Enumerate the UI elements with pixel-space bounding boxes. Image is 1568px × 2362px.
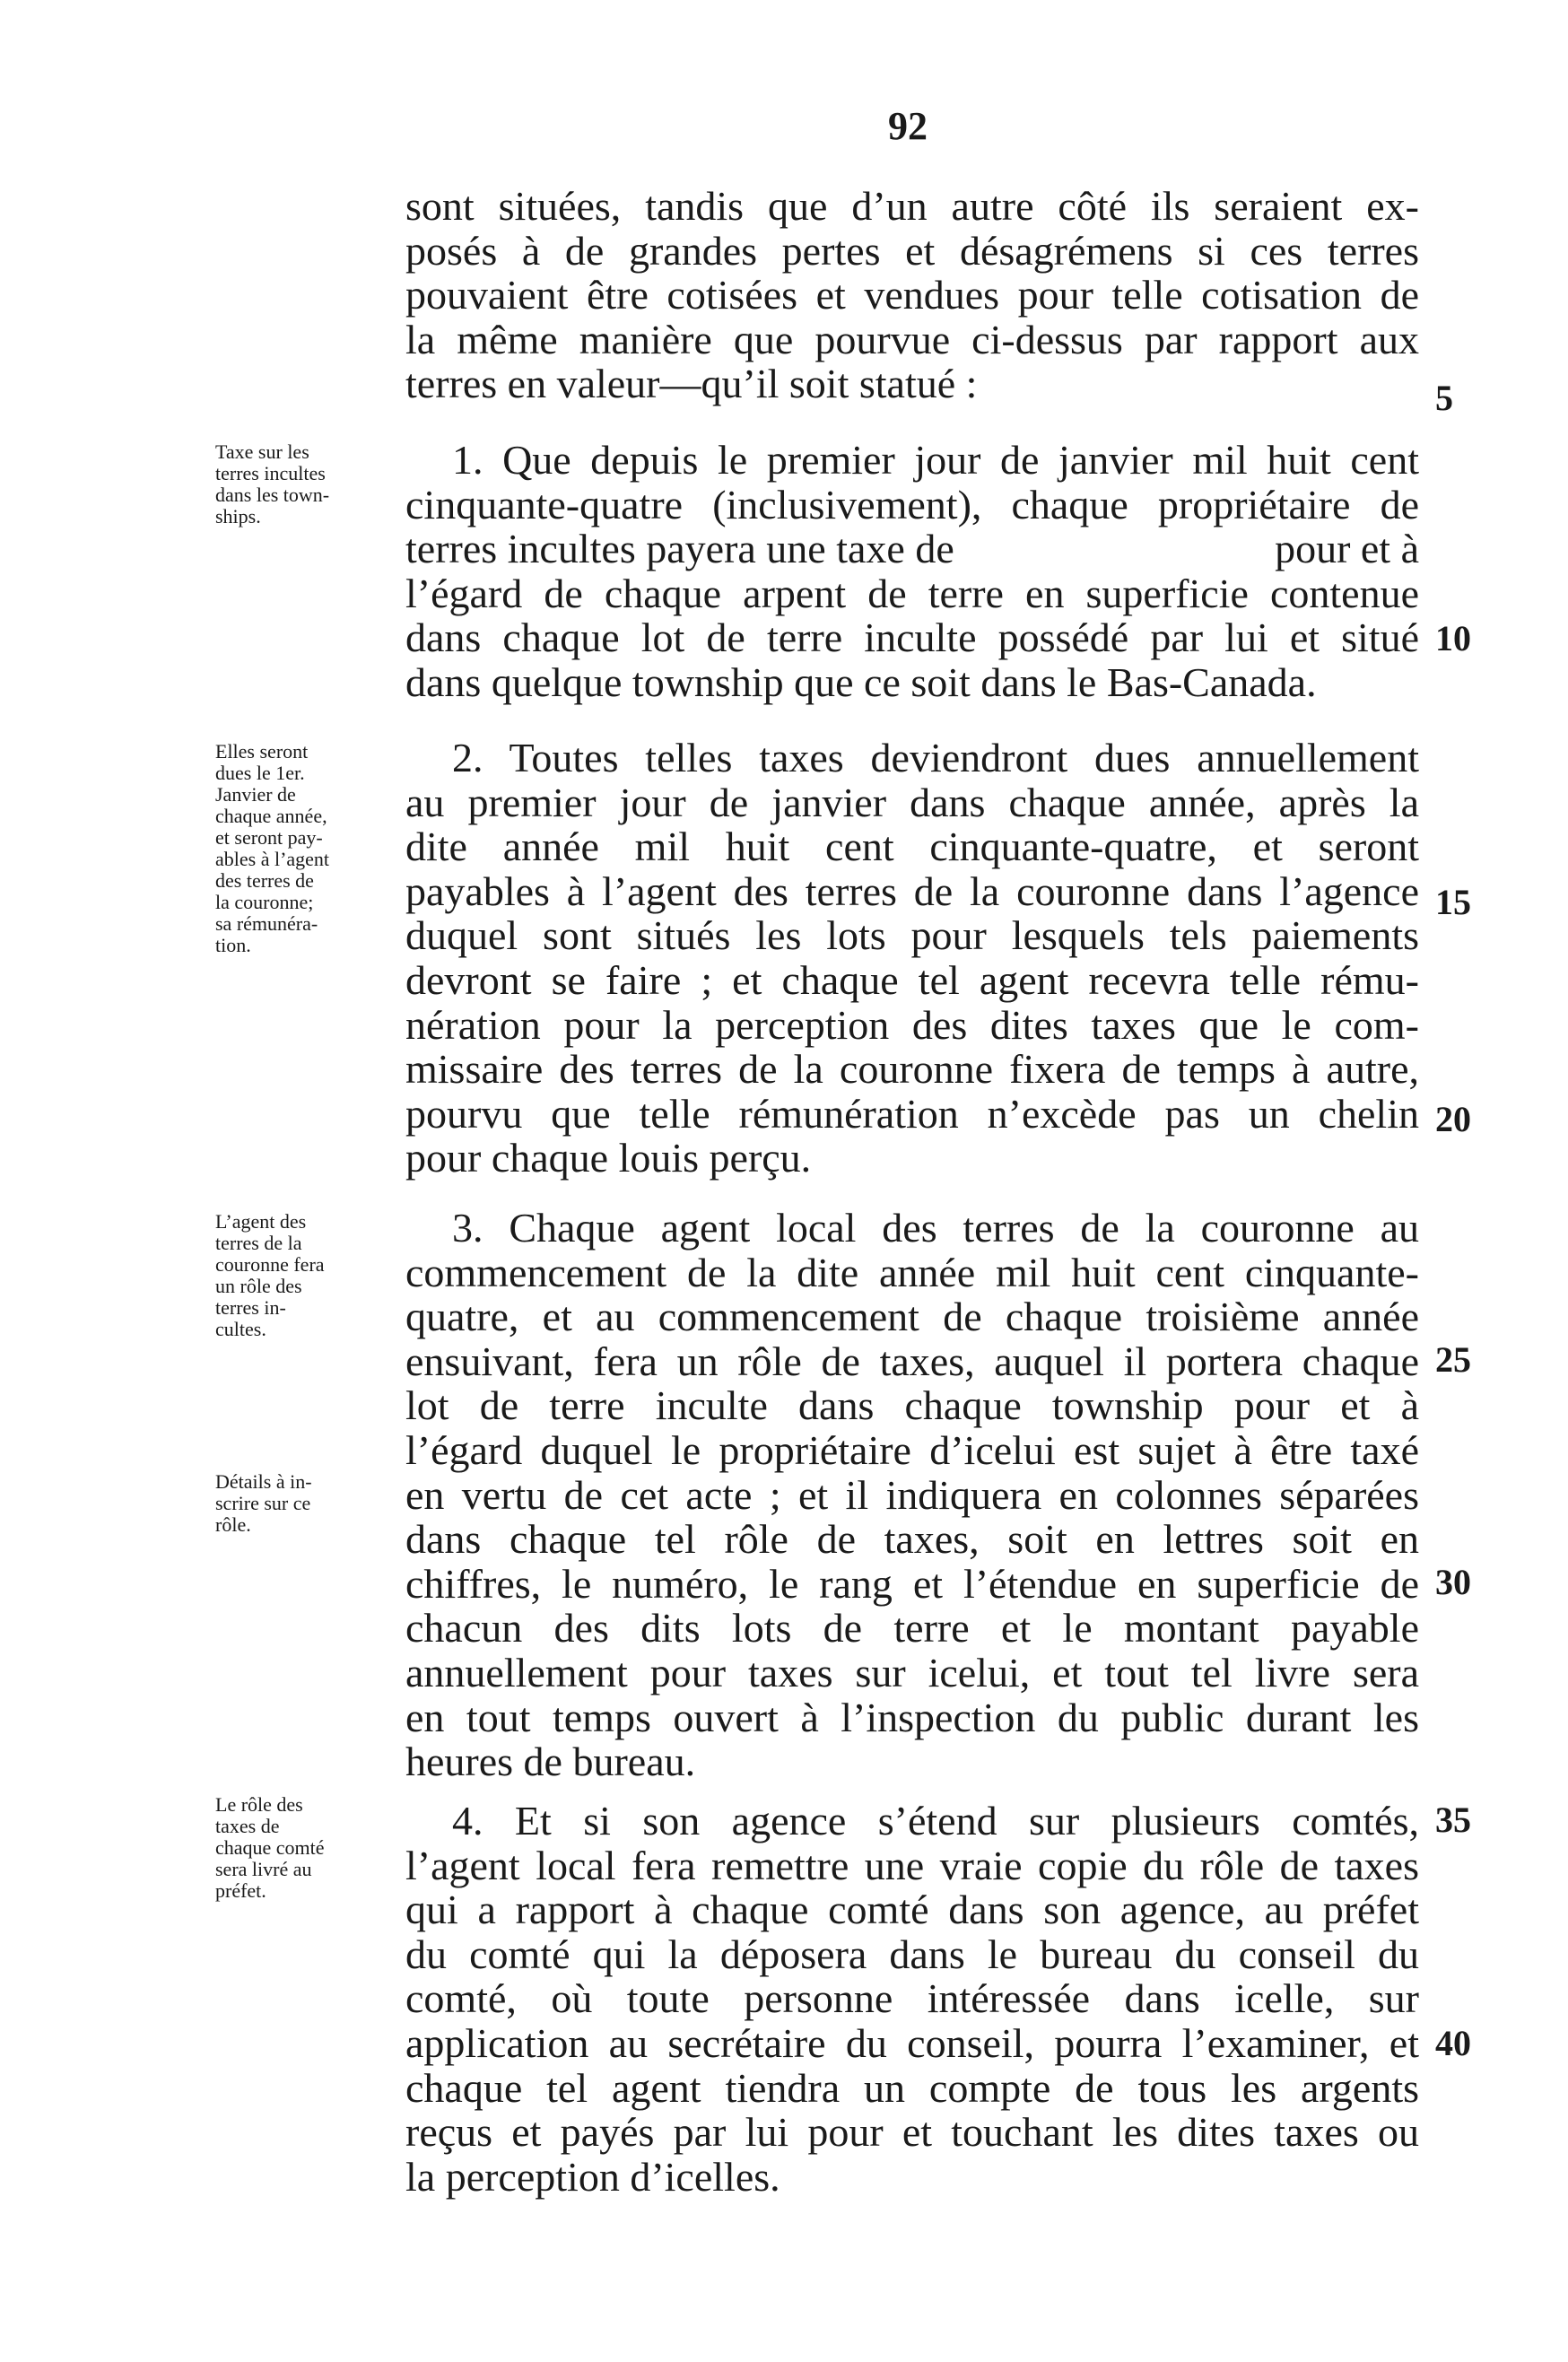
text-line: l’égard de chaque arpent de terre en superficie contenue [405,570,1419,616]
section-3-paragraph [405,1206,1419,1784]
margin-note-section-3-details: Détails à in- scrire sur ce rôle. [215,1470,312,1536]
line-number: 25 [1435,1339,1471,1380]
text-line: dans chaque tel rôle de taxes, soit en lettres soit en [405,1516,1419,1563]
line-number: 15 [1435,882,1471,922]
text-line: payables à l’agent des terres de la couronne dans l’agence [405,867,1419,914]
text-line: reçus et payés par lui pour et touchant les dites taxes ou [405,2109,1419,2156]
text-line: commencement de la dite année mil huit cent cinquante- [405,1249,1419,1295]
text-line: quatre, et au commencement de chaque troisième année [405,1294,1419,1340]
line-number: 10 [1435,618,1471,658]
margin-note-section-1: Taxe sur les terres incultes dans les town- ships. [215,440,330,527]
text-line: terres en valeur—qu’il soit statué : [405,361,978,407]
text-line: la même manière que pourvue ci-dessus par rapport aux [405,316,1419,362]
text-line: l’égard duquel le propriétaire d’icelui est sujet à être taxé [405,1426,1419,1473]
text-line: pouvaient être cotisées et vendues pour telle cotisation de [405,272,1419,318]
text-line: duquel sont situés les lots pour lesquels tels paiements [405,912,1419,959]
text-line: 4. Et si son agence s’étend sur plusieurs comtés, [452,1798,1419,1843]
text-line: posés à de grandes pertes et désagrémens si ces terres [405,227,1419,274]
text-line: dans chaque lot de terre inculte possédé par lui et situé [405,614,1419,661]
line-number: 30 [1435,1562,1471,1602]
text-line: sont situées, tandis que d’un autre côté ils seraient ex- [405,183,1419,229]
text-line: chaque tel agent tiendra un compte de tous les argents [405,2064,1419,2111]
text-line: la perception d’icelles. [405,2153,780,2200]
text-line: lot de terre inculte dans chaque township pour et à [405,1382,1419,1429]
intro-paragraph [405,184,1419,406]
text-line: 3. Chaque agent local des terres de la couronne au [452,1205,1419,1251]
text-line: annuellement pour taxes sur icelui, et tout tel livre sera [405,1649,1419,1695]
text-line: au premier jour de janvier dans chaque année, après la [405,779,1419,825]
text-line: pourvu que telle rémunération n’excède pas un chelin [405,1090,1419,1137]
section-4-paragraph [405,1799,1419,2199]
line-number: 20 [1435,1099,1471,1139]
section-1-paragraph [405,438,1419,705]
text-line: 2. Toutes telles taxes deviendront dues annuellement [452,735,1419,780]
text-line: l’agent local fera remettre une vraie copie du rôle de taxes [405,1842,1419,1888]
line-number: 40 [1435,2023,1471,2063]
text-line: devront se faire ; et chaque tel agent recevra telle rému- [405,956,1419,1003]
text-line: en vertu de cet acte ; et il indiquera en colonnes séparées [405,1471,1419,1518]
text-line: application au secrétaire du conseil, pourra l’examiner, et [405,2019,1419,2066]
text-line: qui a rapport à chaque comté dans son agence, au préfet [405,1887,1419,1933]
text-line: chacun des dits lots de terre et le montant payable [405,1605,1419,1652]
text-line: dite année mil huit cent cinquante-quatre, et seront [405,824,1419,870]
margin-note-section-2: Elles seront dues le 1er. Janvier de chaque année, et seront pay- ables à l’agent des terres de la couronne; sa rémunéra- tion. [215,740,330,956]
text-line: nération pour la perception des dites taxes que le com- [405,1001,1419,1048]
text-line: comté, où toute personne intéressée dans icelle, sur [405,1975,1419,2022]
margin-note-section-3: L’agent des terres de la couronne fera un rôle des terres in- cultes. [215,1210,325,1340]
text-line: chiffres, le numéro, le rang et l’étendue en superficie de [405,1560,1419,1607]
text-line: du comté qui la déposera dans le bureau du conseil du [405,1931,1419,1977]
text-line: 1. Que depuis le premier jour de janvier mil huit cent [452,437,1419,483]
text-line: missaire des terres de la couronne fixera de temps à autre, [405,1046,1419,1093]
text-line: terres incultes payera une taxe de pour et à [405,526,1419,572]
line-number: 35 [1435,1800,1471,1840]
text-line: en tout temps ouvert à l’inspection du public durant les [405,1694,1419,1740]
margin-note-section-4: Le rôle des taxes de chaque comté sera livré au préfet. [215,1793,325,1902]
text-line: pour chaque louis perçu. [405,1135,812,1181]
text-line: dans quelque township que ce soit dans le Bas-Canada. [405,658,1317,705]
text-line: cinquante-quatre (inclusivement), chaque propriétaire de [405,481,1419,527]
line-number: 5 [1435,378,1453,418]
text-line: ensuivant, fera un rôle de taxes, auquel il portera chaque [405,1338,1419,1384]
text-line: heures de bureau. [405,1739,696,1785]
section-2-paragraph [405,736,1419,1181]
page-number: 92 [888,104,928,148]
